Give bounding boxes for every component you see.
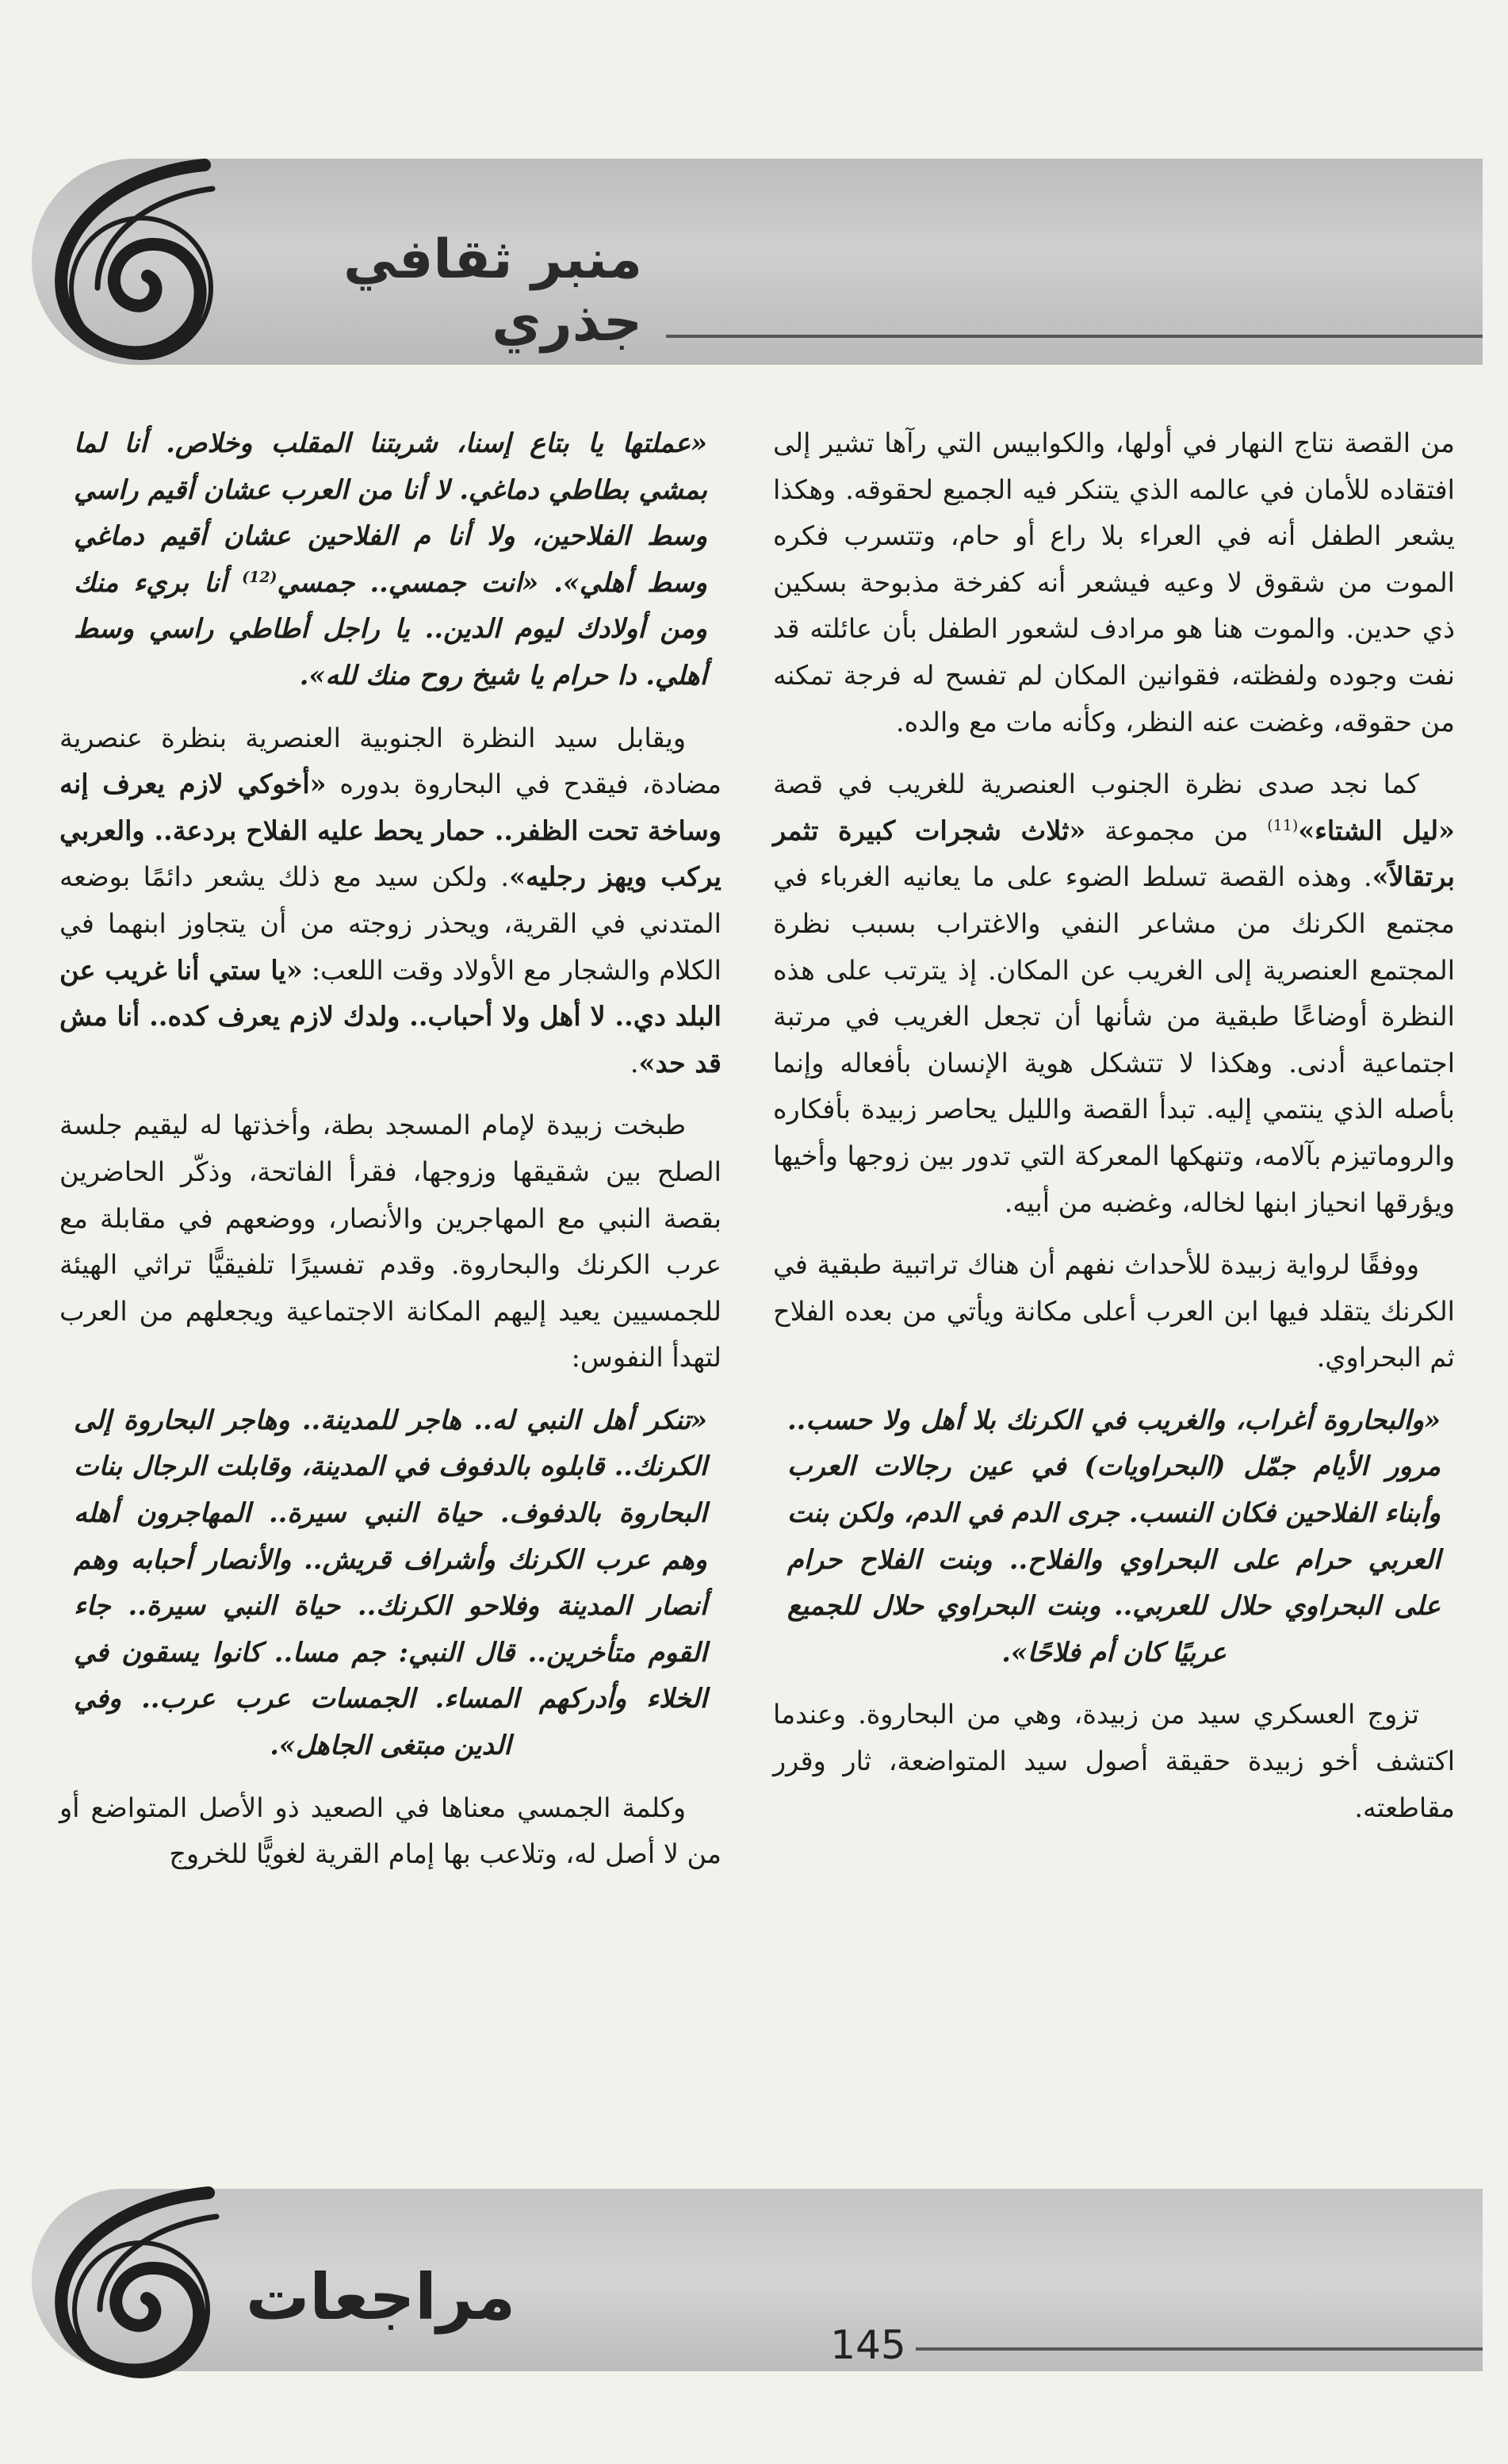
footnote-ref: (12) — [242, 568, 277, 586]
footnote-ref: (11) — [1267, 816, 1299, 834]
footer-divider — [916, 2347, 1483, 2351]
header-divider — [666, 335, 1483, 338]
left-column — [59, 420, 721, 1894]
spiral-ornament-icon — [22, 141, 228, 379]
paragraph: تزوج العسكري سيد من زبيدة، وهي من البحاروة. وعندما اكتشف أخو زبيدة حقيقة أصول سيد المتواضعة، ثار وقرر مقاطعته. — [773, 1699, 1455, 1823]
paragraph: ووفقًا لرواية زبيدة للأحداث نفهم أن هناك تراتبية طبقية في الكرنك يتقلد فيها ابن العرب أعلى مكانة ويأتي من بعده الفلاح ثم البحراوي. — [773, 1249, 1455, 1374]
block-quote: «والبحاروة أغراب، والغريب في الكرنك بلا أهل ولا حسب.. مرور الأيام جمّل (البحراويات) في عين رجالات العرب وأبناء الفلاحين فكان النسب. جرى الدم في الدم، ولكن بنت العربي حرام على البحراوي والفلاح.. وبنت الفلاح حرام على البحراوي حلال للعربي.. وبنت البحراوي حلال للجميع عربيًا كان أم فلاحًا». — [787, 1404, 1441, 1668]
right-column — [773, 420, 1455, 1847]
collection-title: «ثلاث شجرات كبيرة تثمر برتقالاً» — [773, 814, 1455, 893]
footer-section-title: مراجعات — [246, 2260, 515, 2334]
spiral-ornament-icon — [22, 2173, 228, 2395]
paragraph: ويقابل سيد النظرة الجنوبية العنصرية بنظرة عنصرية مضادة، فيقدح في البحاروة بدوره «أخوكي لازم يعرف إنه وساخة تحت الظفر.. حمار يحط عليه الفلاح بردعة.. والعربي يركب ويهز رجليه». ولكن سيد مع ذلك يشعر دائمًا بوضعه المتدني في القرية، ويحذر زوجته من أن يتجاوز ابنهما في الكلام والشجار مع الأولاد وقت اللعب: «يا ستي أنا غريب عن البلد دي.. لا أهل ولا أحباب.. ولدك لازم يعرف كده.. أنا مش قد حد». — [59, 722, 721, 1079]
block-quote: «عملتها يا بتاع إسنا، شربتنا المقلب وخلاص. أنا لما بمشي بطاطي دماغي. لا أنا من العرب عشان أقيم راسي وسط الفلاحين، ولا أنا م الفلاحين عشان أقيم دماغي وسط أهلي». «انت جمسي.. جمسي$^{(12)}$ أنا بريء منك ومن أولادك ليوم الدين.. يا راجل أطاطي راسي وسط أهلي. دا حرام يا شيخ روح منك لله». — [74, 427, 707, 691]
inline-quote: «أخوكي لازم يعرف إنه وساخة تحت الظفر.. حمار يحط عليه الفلاح بردعة.. والعربي يركب ويهز رجليه» — [59, 768, 721, 893]
paragraph: وكلمة الجمسي معناها في الصعيد ذو الأصل المتواضع أو من لا أصل له، وتلاعب بها إمام القرية لغويًّا للخروج — [59, 1791, 721, 1870]
paragraph: طبخت زبيدة لإمام المسجد بطة، وأخذتها له ليقيم جلسة الصلح بين شقيقها وزوجها، فقرأ الفاتحة، وذكّر الحاضرين بقصة النبي مع المهاجرين والأنصار، ووضعهم في مقابلة مع عرب الكرنك والبحاروة. وقدم تفسيرًا تلفيقيًّا تراثي الهيئة للجمسيين يعيد إليهم المكانة الاجتماعية ويجعلهم من العرب لتهدأ النفوس: — [59, 1109, 721, 1374]
section-title: منبر ثقافي جذري — [343, 228, 642, 354]
inline-quote: «يا ستي أنا غريب عن البلد دي.. لا أهل ولا أحباب.. ولدك لازم يعرف كده.. أنا مش قد حد» — [59, 954, 721, 1079]
block-quote: «تنكر أهل النبي له.. هاجر للمدينة.. وهاجر البحاروة إلى الكرنك.. قابلوه بالدفوف في المدينة، وقابلت الرجال بنات البحاروة بالدفوف. حياة النبي سيرة.. المهاجرون أهله وهم عرب الكرنك وأشراف قريش.. والأنصار أحبابه وهم أنصار المدينة وفلاحو الكرنك.. حياة النبي سيرة.. جاء القوم متأخرين.. قال النبي: جم مسا.. كانوا يسقون في الخلاء وأدركهم المساء. الجمسات عرب عرب.. وفي الدين مبتغى الجاهل». — [74, 1404, 707, 1761]
story-title: «ليل الشتاء» — [1298, 814, 1455, 846]
paragraph: من القصة نتاج النهار في أولها، والكوابيس التي رآها تشير إلى افتقاده للأمان في عالمه الذي يتنكر فيه الجميع لحقوقه. وهكذا يشعر الطفل أنه في العراء بلا راع أو حام، وتتسرب فكره الموت من شقوق لا وعيه فيشعر أنه كفرخة مذبوحة بسكين ذي حدين. والموت هنا هو مرادف لشعور الطفل بأن عائلته قد نفت وجوده ولفظته، فقوانين المكان لم تفسح له فرجة تمكنه من حقوقه، وغضت عنه النظر، وكأنه مات مع والده. — [773, 427, 1455, 738]
page-number: 145 — [830, 2322, 906, 2368]
paragraph: كما نجد صدى نظرة الجنوب العنصرية للغريب في قصة «ليل الشتاء»$^{(11)}$ من مجموعة «ثلاث شجرات كبيرة تثمر برتقالاً». وهذه القصة تسلط الضوء على ما يعانيه الغرباء في مجتمع الكرنك من مشاعر النفي والاغتراب بسبب نظرة المجتمع العنصرية إلى الغريب عن المكان. إذ يترتب على هذه النظرة أوضاعًا طبقية من شأنها أن تجعل الغريب في مرتبة اجتماعية أدنى. وهكذا لا تتشكل هوية الإنسان بأفعاله وإنما بأصله الذي ينتمي إليه. تبدأ القصة والليل يحاصر زبيدة بأفكاره والروماتيزم بآلامه، وتنهكها المعركة التي تدور بين زوجها وأخيها ويؤرقها انحياز ابنها لخاله، وغضبه من أبيه. — [773, 768, 1455, 1218]
